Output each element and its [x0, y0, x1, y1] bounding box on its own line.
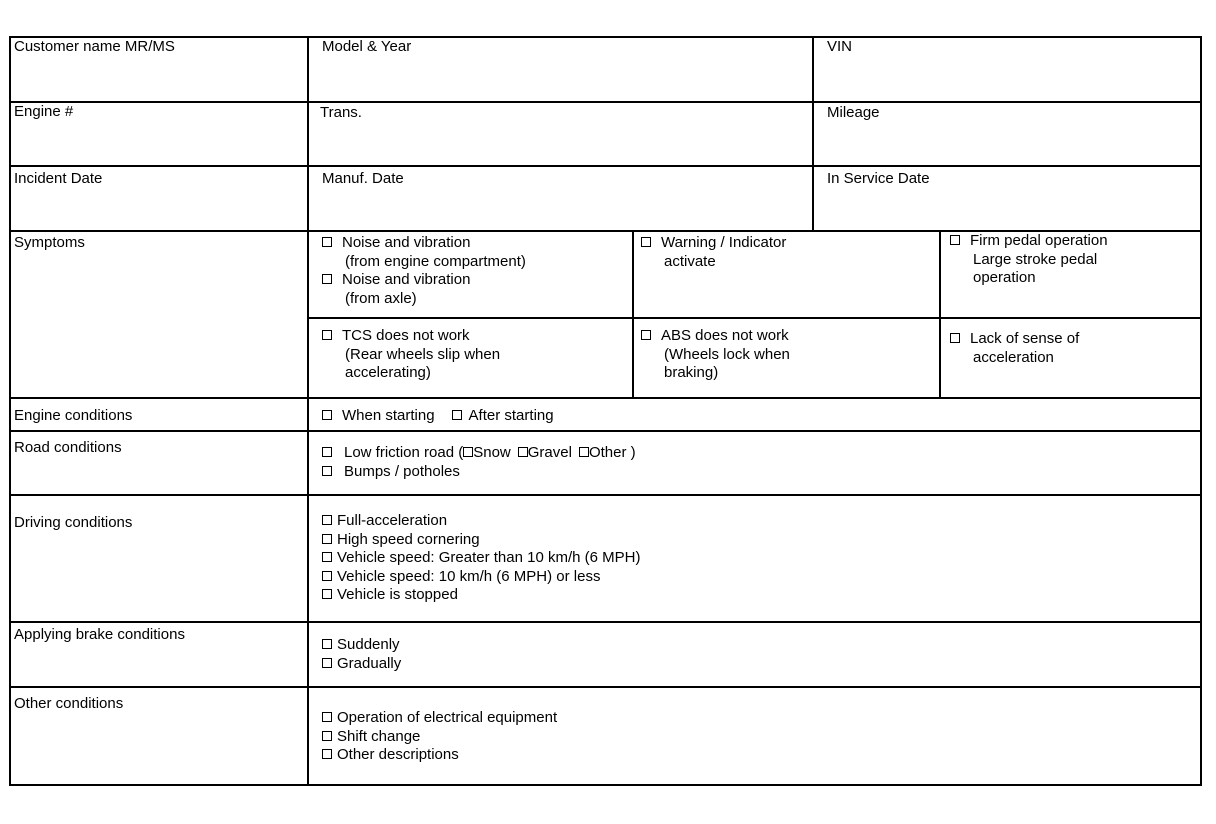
driving-conditions-options[interactable]: Full-acceleration High speed cornering Vehicle speed: Greater than 10 km/h (6 MPH) Vehicle speed: 10 km/h (6 MPH) or less Vehicle is stopped	[322, 512, 640, 605]
checkbox-icon[interactable]	[950, 235, 960, 245]
row-divider	[9, 430, 1202, 432]
column-divider	[939, 230, 941, 398]
symptom-abs[interactable]: ABS does not work (Wheels lock when braking)	[641, 327, 790, 383]
symptom-pedal[interactable]: Firm pedal operation Large stroke pedal operation	[950, 232, 1108, 288]
checkbox-icon[interactable]	[322, 466, 332, 476]
checkbox-icon[interactable]	[322, 712, 332, 722]
customer-name-label: Customer name MR/MS	[14, 38, 175, 55]
checkbox-icon[interactable]	[322, 731, 332, 741]
checkbox-icon[interactable]	[322, 639, 332, 649]
row-divider	[9, 494, 1202, 496]
symptoms-label: Symptoms	[14, 234, 85, 251]
row-divider	[9, 397, 1202, 399]
row-divider	[9, 165, 1202, 167]
incident-date-label: Incident Date	[14, 170, 103, 187]
checkbox-icon[interactable]	[322, 571, 332, 581]
diagnostic-worksheet	[9, 36, 1202, 786]
brake-conditions-label: Applying brake conditions	[14, 626, 185, 643]
checkbox-icon[interactable]	[322, 447, 332, 457]
symptom-tcs[interactable]: TCS does not work (Rear wheels slip when accelerating)	[322, 327, 500, 383]
symptom-warning[interactable]: Warning / Indicator activate	[641, 234, 786, 271]
checkbox-icon[interactable]	[641, 237, 651, 247]
checkbox-icon[interactable]	[518, 447, 528, 457]
manuf-date-label: Manuf. Date	[322, 170, 404, 187]
engine-conditions-label: Engine conditions	[14, 407, 133, 424]
row-divider	[307, 317, 1202, 319]
column-divider	[307, 36, 309, 786]
checkbox-icon[interactable]	[463, 447, 473, 457]
road-conditions-label: Road conditions	[14, 439, 122, 456]
checkbox-icon[interactable]	[322, 658, 332, 668]
symptom-acceleration[interactable]: Lack of sense of acceleration	[950, 330, 1079, 367]
engine-conditions-options[interactable]: When starting After starting	[322, 407, 554, 426]
column-divider	[632, 230, 634, 398]
checkbox-icon[interactable]	[322, 552, 332, 562]
checkbox-icon[interactable]	[322, 749, 332, 759]
other-conditions-label: Other conditions	[14, 695, 124, 712]
checkbox-icon[interactable]	[322, 589, 332, 599]
in-service-date-label: In Service Date	[827, 170, 930, 187]
other-conditions-options[interactable]: Operation of electrical equipment Shift change Other descriptions	[322, 709, 557, 765]
checkbox-icon[interactable]	[322, 274, 332, 284]
road-conditions-options[interactable]: Low friction road ( Snow Gravel Other ) Bumps / potholes	[322, 444, 636, 481]
checkbox-icon[interactable]	[322, 410, 332, 420]
symptom-noise-engine[interactable]: Noise and vibration (from engine compartment) Noise and vibration (from axle)	[322, 234, 526, 308]
model-year-label: Model & Year	[322, 38, 412, 55]
checkbox-icon[interactable]	[322, 515, 332, 525]
checkbox-icon[interactable]	[322, 534, 332, 544]
checkbox-icon[interactable]	[322, 330, 332, 340]
row-divider	[9, 686, 1202, 688]
row-divider	[9, 621, 1202, 623]
checkbox-icon[interactable]	[452, 410, 462, 420]
brake-conditions-options[interactable]: Suddenly Gradually	[322, 636, 401, 673]
driving-conditions-label: Driving conditions	[14, 514, 133, 531]
vin-label: VIN	[827, 38, 853, 55]
checkbox-icon[interactable]	[641, 330, 651, 340]
checkbox-icon[interactable]	[579, 447, 589, 457]
engine-number-label: Engine #	[14, 103, 74, 120]
column-divider	[812, 36, 814, 231]
row-divider	[9, 101, 1202, 103]
checkbox-icon[interactable]	[950, 333, 960, 343]
checkbox-icon[interactable]	[322, 237, 332, 247]
trans-label: Trans.	[320, 104, 362, 121]
mileage-label: Mileage	[827, 104, 880, 121]
